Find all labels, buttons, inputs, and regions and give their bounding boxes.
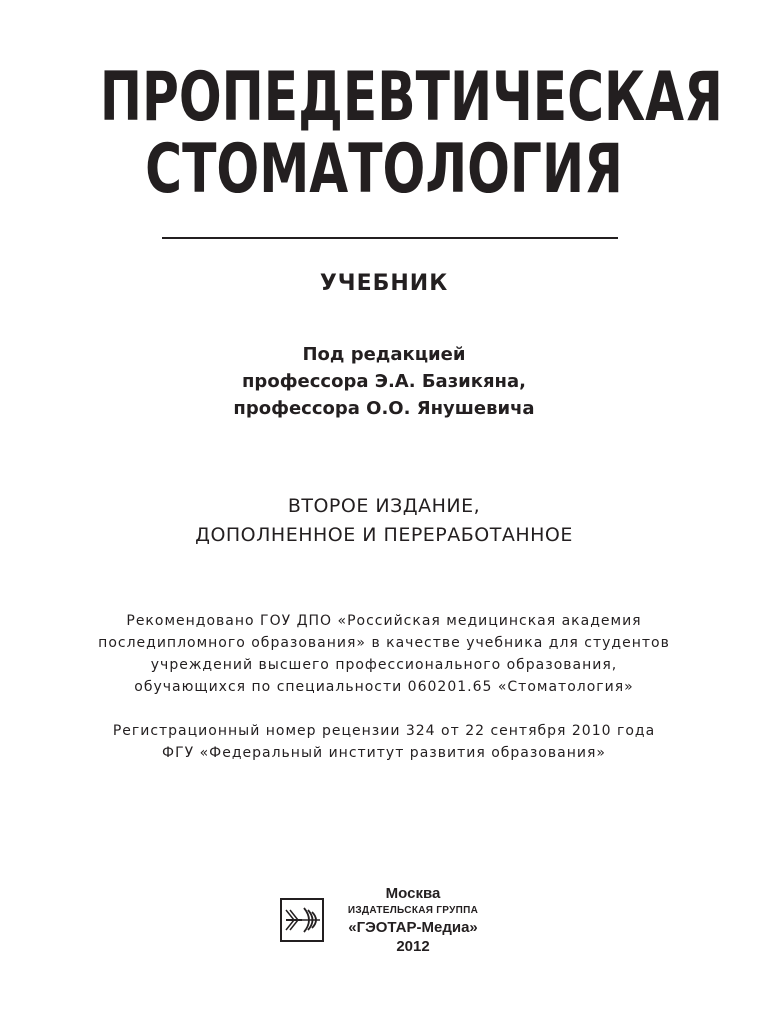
title-divider xyxy=(162,237,618,239)
recommendation-block xyxy=(0,610,768,698)
registration-block xyxy=(0,720,768,764)
book-type: УЧЕБНИК xyxy=(319,271,449,296)
registration-line-1: Регистрационный номер рецензии 324 от 22 сентября 2010 года xyxy=(112,723,656,739)
recommendation-line-2: последипломного образования» в качестве учебника для студентов xyxy=(98,635,670,651)
geotar-logo-icon xyxy=(280,898,324,942)
book-title xyxy=(0,58,768,209)
editors-block xyxy=(0,341,768,422)
publisher-city: Москва xyxy=(385,885,441,902)
edition-line-1: ВТОРОЕ ИЗДАНИЕ, xyxy=(287,495,481,517)
publisher-imprint xyxy=(280,884,500,964)
recommendation-line-1: Рекомендовано ГОУ ДПО «Российская медицинская академия xyxy=(126,613,642,629)
publication-year: 2012 xyxy=(396,938,430,955)
editors-line-3: профессора О.О. Янушевича xyxy=(233,398,535,419)
edition-line-2: ДОПОЛНЕННОЕ И ПЕРЕРАБОТАННОЕ xyxy=(195,524,573,546)
publisher-group: ИЗДАТЕЛЬСКАЯ ГРУППА xyxy=(347,905,479,916)
book-title-line-1: ПРОПЕДЕВТИЧЕСКАЯ xyxy=(99,58,723,137)
publisher-text xyxy=(326,884,500,956)
publisher-name: «ГЭОТАР-Медиа» xyxy=(348,919,478,936)
registration-line-2: ФГУ «Федеральный институт развития образования» xyxy=(162,745,606,761)
editors-line-2: профессора Э.А. Базикяна, xyxy=(242,371,526,392)
edition-block xyxy=(0,492,768,550)
editors-line-1: Под редакцией xyxy=(302,344,466,365)
recommendation-line-4: обучающихся по специальности 060201.65 «Стоматология» xyxy=(134,679,634,695)
book-title-line-2: СТОМАТОЛОГИЯ xyxy=(145,130,623,209)
recommendation-line-3: учреждений высшего профессионального образования, xyxy=(150,657,618,673)
